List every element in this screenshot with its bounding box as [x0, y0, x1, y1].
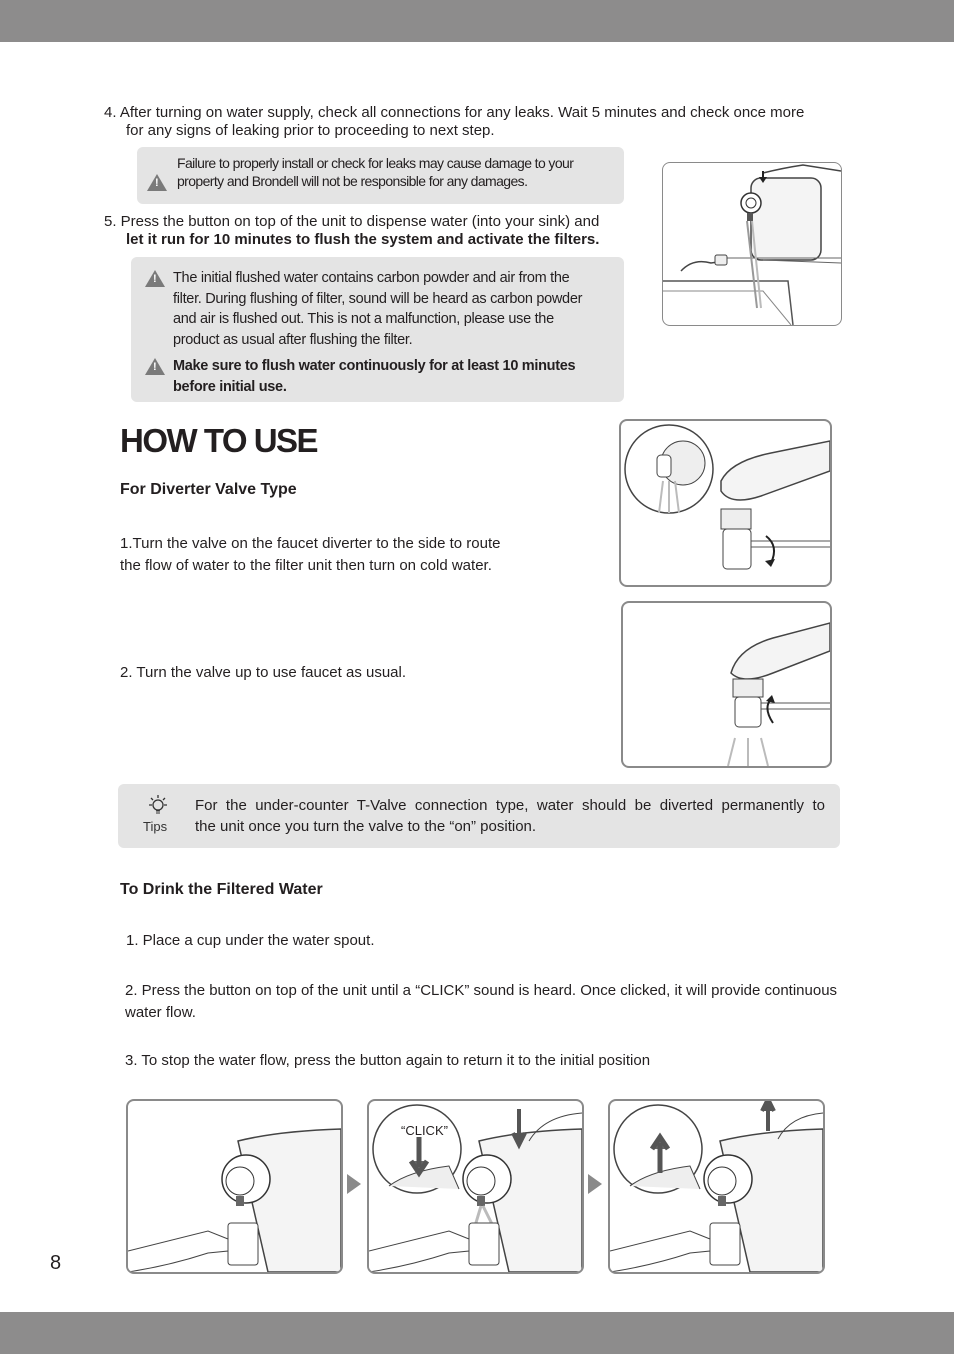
note-line4: product as usual after flushing the filter.: [173, 331, 413, 348]
note-line3: and air is flushed out. This is not a malfunction, please use the: [173, 311, 554, 327]
warning-icon: [147, 174, 167, 191]
tips-box: [118, 784, 840, 848]
tips-line2: the unit once you turn the valve to the “on” position.: [195, 818, 537, 835]
release-button-illustration: [608, 1099, 825, 1274]
step4-line2: for any signs of leaking prior to proceeding to next step.: [126, 122, 495, 139]
bottom-bar: [0, 1312, 954, 1354]
diverter-heading: For Diverter Valve Type: [120, 481, 297, 498]
note2-line2: before initial use.: [173, 379, 287, 395]
step5-line2: let it run for 10 minutes to flush the system and activate the filters.: [126, 231, 600, 248]
step5-line1: 5. Press the button on top of the unit to dispense water (into your sink) and: [104, 213, 600, 230]
diverter-step2: 2. Turn the valve up to use faucet as usual.: [120, 664, 407, 681]
diverter-step1-line1: 1.Turn the valve on the faucet diverter to the side to route: [120, 535, 501, 552]
warning-leaks-line2: property and Brondell will not be responsible for any damages.: [177, 173, 528, 189]
note-line2: filter. During flushing of filter, sound will be heard as carbon powder: [173, 290, 583, 307]
drink-step2-line2: water flow.: [125, 1004, 196, 1021]
warning-box-leaks: [137, 147, 624, 204]
drink-heading: To Drink the Filtered Water: [120, 881, 323, 898]
warning-icon: [145, 270, 165, 287]
tips-label: Tips: [143, 819, 168, 834]
diverter-side-illustration: [619, 419, 832, 587]
note2-line1: Make sure to flush water continuously for at least 10 minutes: [173, 358, 576, 374]
place-cup-illustration: [126, 1099, 343, 1274]
drink-step2-line1: 2. Press the button on top of the unit until a “CLICK” sound is heard. Once clicked, it will provide continuous: [125, 982, 838, 999]
drink-step3: 3. To stop the water flow, press the button again to return it to the initial position: [125, 1052, 651, 1069]
lightbulb-icon: [146, 794, 170, 818]
unit-flush-illustration: [662, 162, 842, 326]
top-bar: [0, 0, 954, 42]
drink-step1: 1. Place a cup under the water spout.: [126, 932, 375, 949]
page-title: HOW TO USE: [120, 422, 318, 459]
click-label: “CLICK”: [401, 1123, 448, 1138]
diverter-up-illustration: [621, 601, 832, 768]
tips-line1: For the under-counter T-Valve connection type, water should be diverted permanently to: [195, 797, 825, 814]
step4-line1: 4. After turning on water supply, check all connections for any leaks. Wait 5 minutes and check once more: [104, 104, 805, 121]
next-arrow-icon: [347, 1174, 361, 1194]
note-line1: The initial flushed water contains carbon powder and air from the: [173, 270, 570, 286]
warning-leaks-line1: Failure to properly install or check for leaks may cause damage to your: [177, 155, 574, 171]
note-box-flush: [131, 257, 624, 402]
diverter-step1-line2: the flow of water to the filter unit then turn on cold water.: [120, 557, 492, 574]
next-arrow-icon: [588, 1174, 602, 1194]
page-number: 8: [50, 1252, 62, 1274]
warning-icon: [145, 358, 165, 375]
press-click-illustration: [367, 1099, 584, 1274]
